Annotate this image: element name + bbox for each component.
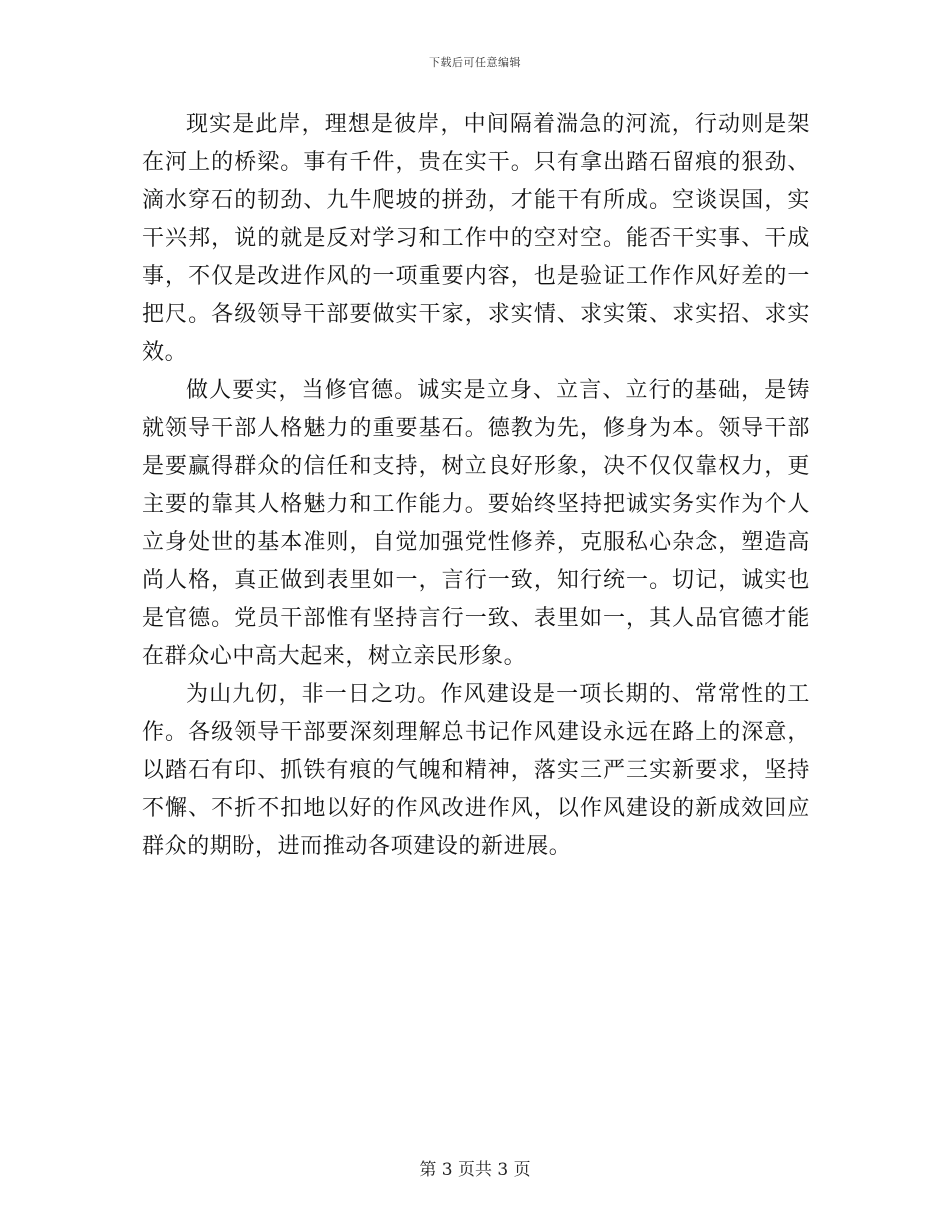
page-header: 下载后可任意编辑: [429, 56, 521, 69]
document-body: [142, 106, 810, 866]
paragraph: 现实是此岸，理想是彼岸，中间隔着湍急的河流，行动则是架在河上的桥梁。事有千件，贵在实干。只有拿出踏石留痕的狠劲、滴水穿石的韧劲、九牛爬坡的拼劲，才能干有所成。空谈误国，实干兴邦，说的就是反对学习和工作中的空对空。能否干实事、干成事，不仅是改进作风的一项重要内容，也是验证工作作风好差的一把尺。各级领导干部要做实干家，求实情、求实策、求实招、求实效。: [142, 112, 810, 365]
paragraph: 做人要实，当修官德。诚实是立身、立言、立行的基础，是铸就领导干部人格魅力的重要基石。德教为先，修身为本。领导干部是要赢得群众的信任和支持，树立良好形象，决不仅仅靠权力，更主要的靠其人格魅力和工作能力。要始终坚持把诚实务实作为个人立身处世的基本准则，自觉加强党性修养，克服私心杂念，塑造高尚人格，真正做到表里如一，言行一致，知行统一。切记，诚实也是官德。党员干部惟有坚持言行一致、表里如一，其人品官德才能在群众心中高大起来，树立亲民形象。: [142, 378, 810, 669]
page-number-footer: 第 3 页共 3 页: [419, 1160, 531, 1180]
paragraph: 为山九仞，非一日之功。作风建设是一项长期的、常常性的工作。各级领导干部要深刻理解总书记作风建设永远在路上的深意，以踏石有印、抓铁有痕的气魄和精神，落实三严三实新要求，坚持不懈、不折不扣地以好的作风改进作风，以作风建设的新成效回应群众的期盼，进而推动各项建设的新进展。: [142, 682, 810, 859]
